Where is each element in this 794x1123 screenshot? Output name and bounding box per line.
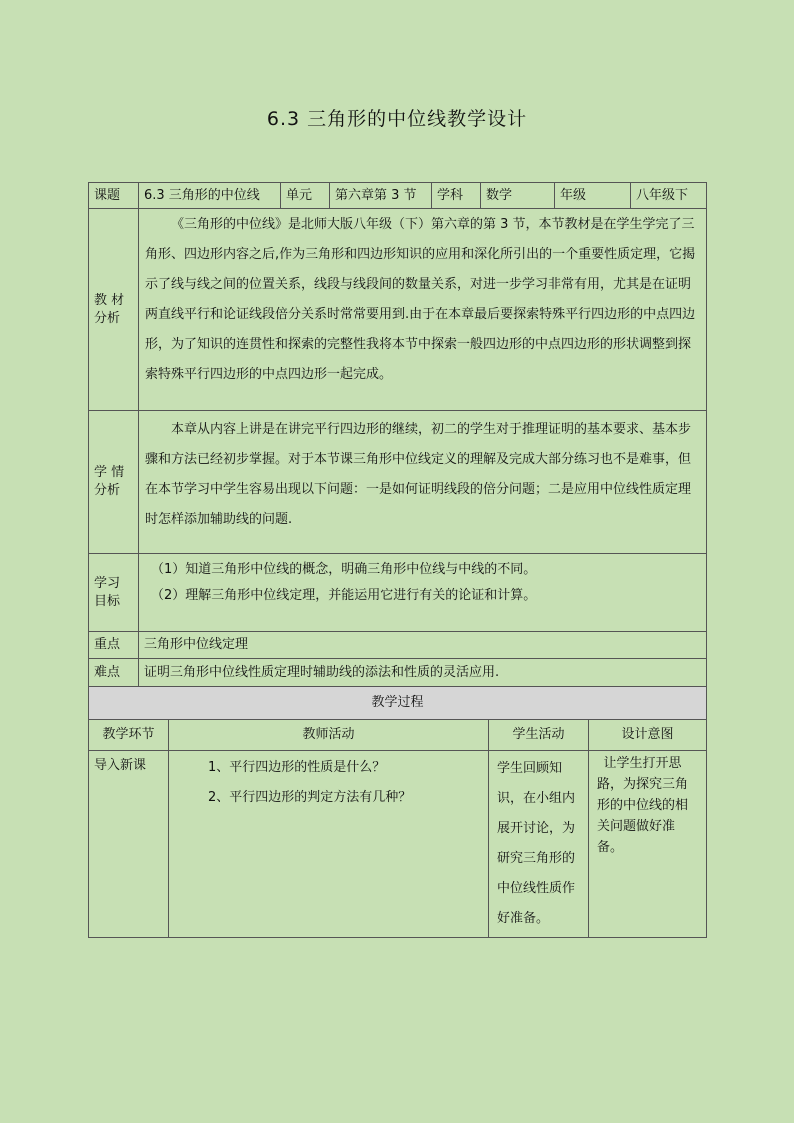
difficulty-label: 难点	[94, 664, 121, 680]
row-stage: 导入新课	[94, 758, 147, 773]
objectives-label-line2: 目标	[94, 593, 121, 609]
unit-label: 单元	[286, 187, 313, 203]
lesson-value-cell	[138, 182, 281, 209]
lesson-value: 6.3 三角形的中位线	[144, 187, 260, 203]
unit-label-cell	[280, 182, 330, 209]
students-text: 本章从内容上讲是在讲完平行四边形的继续，初二的学生对于推理证明的基本要求、基本步骤和方法已经初步掌握。对于本节课三角形中位线定义的理解及完成大部分练习也不是难事，但在本节学习中学生容易出现以下问题：一是如何证明线段的倍分问题；二是应用中位线性质定理时怎样添加辅助线的问题.	[145, 422, 692, 527]
key-point-label: 重点	[94, 637, 121, 653]
material-text-cell	[138, 208, 707, 411]
material-label-line1: 教 材	[94, 292, 125, 308]
difficulty-text: 证明三角形中位线性质定理时辅助线的添法和性质的灵活应用.	[144, 664, 500, 680]
process-header: 教学过程	[371, 695, 424, 711]
col-header-teacher-label: 教师活动	[302, 727, 355, 743]
unit-value-cell	[329, 182, 432, 209]
objectives-label-cell	[88, 553, 139, 632]
subject-label: 学科	[437, 187, 464, 203]
objective-item-2: （2）理解三角形中位线定理，并能运用它进行有关的论证和计算。	[151, 588, 537, 603]
row-stage-cell	[88, 750, 169, 938]
difficulty-text-cell	[138, 658, 707, 687]
row-intent-text: 让学生打开思路，为探究三角形的中位线的相关问题做好准备。	[597, 756, 689, 855]
lesson-label: 课题	[94, 187, 121, 203]
students-label-line2: 分析	[94, 483, 121, 498]
row-student-text: 学生回顾知识，在小组内展开讨论，为研究三角形的中位线性质作好准备。	[497, 761, 576, 926]
row-intent-cell	[588, 750, 707, 938]
col-header-intent	[588, 719, 707, 751]
material-label-cell	[88, 208, 139, 411]
col-header-student	[488, 719, 589, 751]
subject-label-cell	[431, 182, 481, 209]
students-label-line1: 学 情	[94, 465, 125, 481]
grade-value-cell	[630, 182, 707, 209]
col-header-teacher	[168, 719, 489, 751]
col-header-stage	[88, 719, 169, 751]
material-label-line2: 分析	[94, 310, 121, 326]
teacher-question-2: 2、平行四边形的判定方法有几种？	[208, 790, 412, 805]
students-text-cell	[138, 410, 707, 554]
key-point-text-cell	[138, 631, 707, 659]
row-teacher-cell	[168, 750, 489, 938]
students-label-cell	[88, 410, 139, 554]
page-title: 6.3 三角形的中位线教学设计	[266, 108, 528, 130]
objectives-label-line1: 学习	[94, 575, 121, 591]
subject-value-cell	[480, 182, 555, 209]
row-student-cell	[488, 750, 589, 938]
col-header-student-label: 学生活动	[512, 727, 565, 743]
unit-value: 第六章第 3 节	[335, 187, 417, 203]
grade-label-cell	[554, 182, 631, 209]
objective-item-1: （1）知道三角形中位线的概念，明确三角形中位线与中线的不同。	[151, 562, 537, 577]
lesson-label-cell	[88, 182, 139, 209]
material-text: 《三角形的中位线》是北师大版八年级（下）第六章的第 3 节，本节教材是在学生学完了三角形、四边形内容之后,作为三角形和四边形知识的应用和深化所引出的一个重要性质定理，它揭示了线与线之间的位置关系，线段与线段间的数量关系，对进一步学习非常有用，尤其是在证明两直线平行和论证线段倍分关系时常常要用到.由于在本章最后要探索特殊平行四边形的中点四边形，为了知识的连贯性和探索的完整性我将本节中探索一般四边形的中点四边形的形状调整到探索特殊平行四边形的中点四边形一起完成。	[145, 217, 696, 382]
process-header-cell	[88, 686, 707, 720]
objectives-text-cell	[138, 553, 707, 632]
key-point-label-cell	[88, 631, 139, 659]
difficulty-label-cell	[88, 658, 139, 687]
subject-value: 数学	[486, 187, 513, 203]
col-header-stage-label: 教学环节	[102, 727, 155, 743]
key-point-text: 三角形中位线定理	[144, 637, 249, 653]
col-header-intent-label: 设计意图	[621, 727, 674, 743]
teacher-question-1: 1、平行四边形的性质是什么？	[208, 760, 386, 775]
grade-value: 八年级下	[636, 187, 689, 203]
grade-label: 年级	[560, 187, 587, 203]
